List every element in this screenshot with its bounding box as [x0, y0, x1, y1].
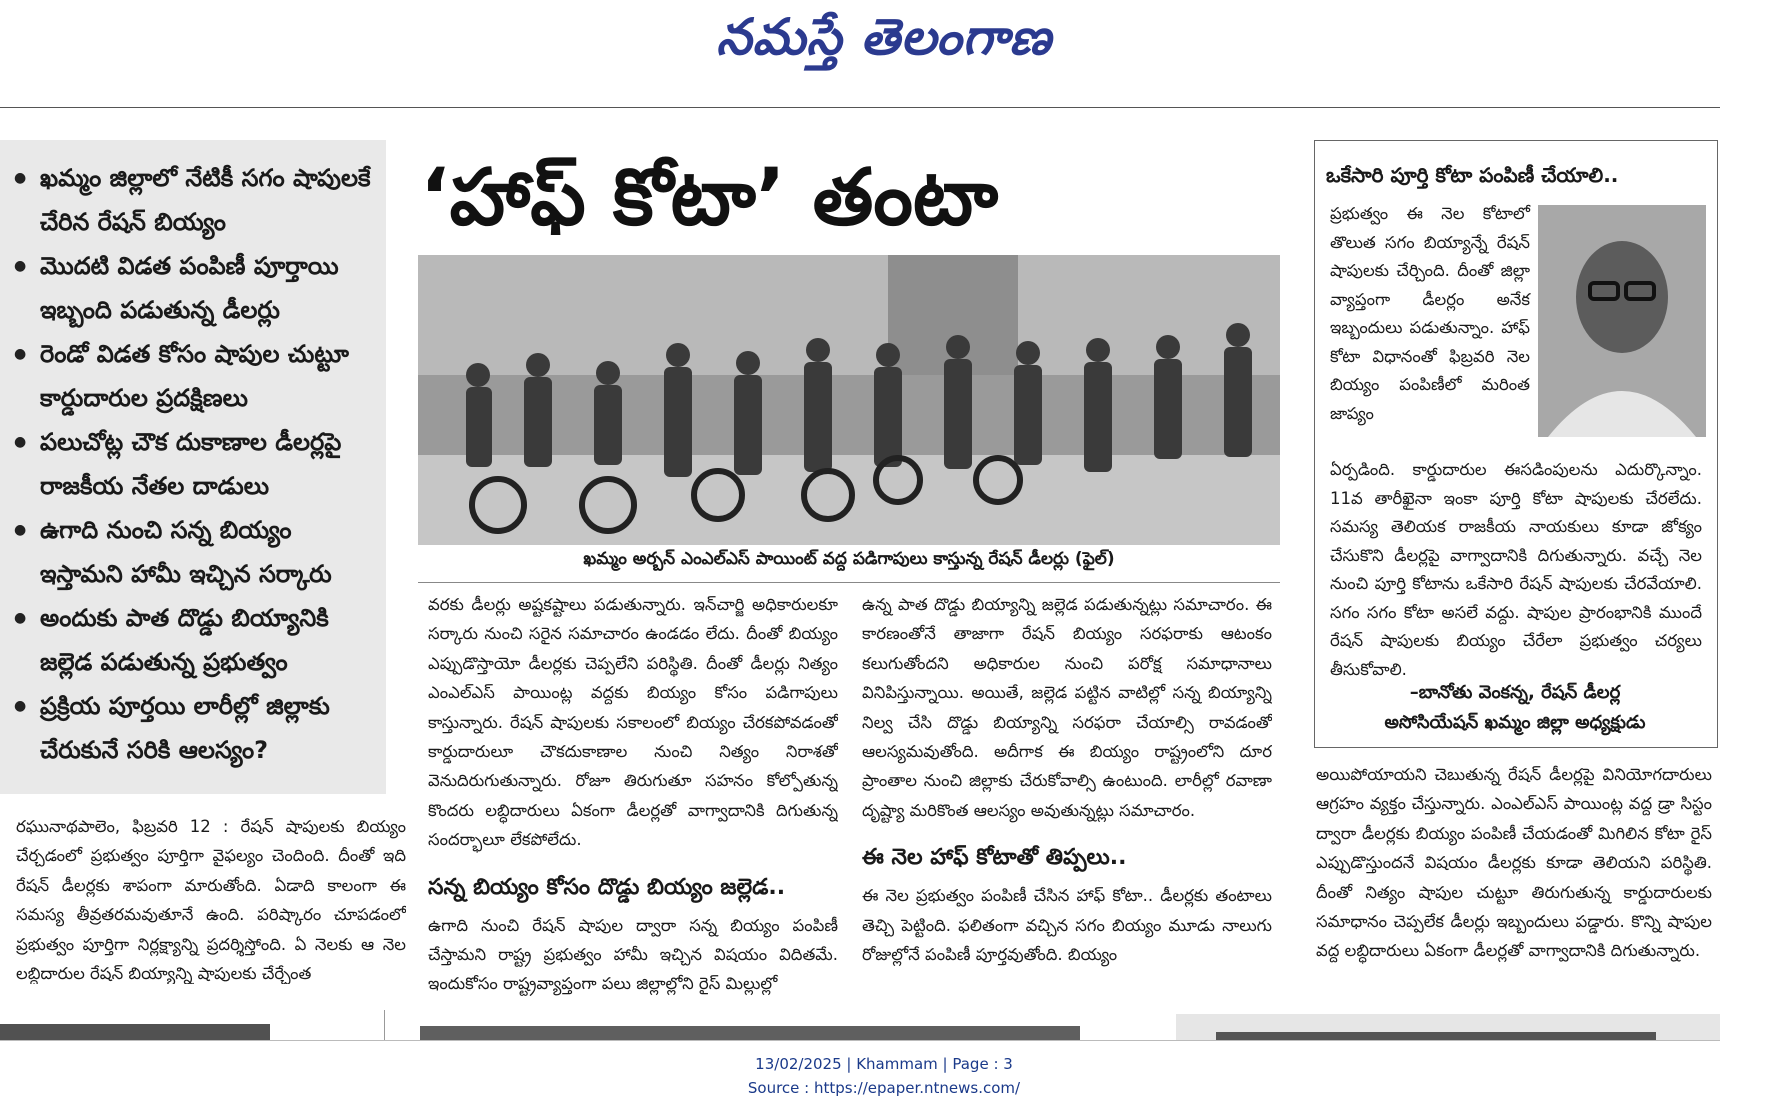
cropped-headline-strip [1176, 1014, 1720, 1040]
highlight-item: ● ఉగాది నుంచి సన్న బియ్యం ఇస్తామని హామీ ఇచ్చిన సర్కారు [10, 508, 376, 596]
dealer-portrait [1538, 205, 1706, 437]
column-2-subheading: సన్న బియ్యం కోసం దొడ్డు బియ్యం జల్లెడ.. [428, 874, 786, 900]
quote-box-body-top: ప్రభుత్వం ఈ నెల కోటాలో తొలుత సగం బియ్యాన్నే రేషన్ షాపులకు చేర్చింది. దీంతో జిల్లా వ్యాప్తంగా డీలర్లం అనేక ఇబ్బందులు పడుతున్నాం. హాఫ్ కోటా విధానంతో ఫిబ్రవరి నెల బియ్యం పంపిణీలో మరింత జాప్యం [1330, 204, 1530, 423]
highlight-item: ● మొదటి విడత పంపిణీ పూర్తాయి ఇబ్బంది పడుతున్న డీలర్లు [10, 244, 376, 332]
page-footer [0, 1052, 1768, 1100]
article-column-2 [428, 590, 838, 1000]
masthead [0, 0, 1768, 100]
signature-name: –బానోతు వెంకన్న, రేషన్ డీలర్ల [1409, 682, 1621, 703]
highlights-list [0, 140, 386, 772]
edition-info: 13/02/2025 | Khammam | Page : 3 [755, 1055, 1013, 1073]
crowd-photo-illustration [418, 255, 1280, 545]
article-column-4: అయిపోయాయని చెబుతున్న రేషన్ డీలర్లపై వినియోగదారులు ఆగ్రహం వ్యక్తం చేస్తున్నారు. ఎంఎల్ఎస్ పాయింట్ల వద్ద డ్రా సిస్టం ద్వారా డీలర్లకు బియ్యం పంపిణీ చేయడంతో మిగిలిన కోటా రైస్ ఎప్పుడొస్తుందనే విషయం డీలర్లకు కూడా తెలియని పరిస్థితి. దీంతో నిత్యం షాపుల చుట్టూ తిరుగుతున్న కార్డుదారులకు సమాధానం చెప్పలేక డీలర్లు ఇబ్బందులు పడ్డారు. కొన్ని షాపుల వద్ద లబ్ధిదారులు ఏకంగా డీలర్లతో వాగ్వాదానికి దిగుతున్నారు. [1316, 765, 1712, 961]
next-story-teaser-center [420, 1010, 1100, 1040]
highlight-item: ● అందుకు పాత దొడ్డు బియ్యానికి జల్లెడ పడుతున్న ప్రభుత్వం [10, 596, 376, 684]
column-3-subheading: ఈ నెల హాఫ్ కోటాతో తిప్పలు.. [862, 845, 1127, 871]
article-column-3 [862, 590, 1272, 1000]
article-lead-column: రఘునాథపాలెం, ఫిబ్రవరి 12 : రేషన్ షాపులకు బియ్యం చేర్చడంలో ప్రభుత్వం పూర్తిగా వైఫల్యం చెందింది. దీంతో ఇది రేషన్ డీలర్లకు శాపంగా మారుతోంది. ఏడాది కాలంగా ఈ సమస్య తీవ్రతరమవుతూనే ఉంది. పరిష్కారం చూపడంలో ప్రభుత్వం పూర్తిగా నిర్లక్ష్యాన్ని ప్రదర్శిస్తోంది. ఏ నెలకు ఆ నెల లబ్ధిదారుల రేషన్ బియ్యాన్ని షాపులకు చేర్చేంత [16, 817, 406, 984]
source-link[interactable]: Source : https://epaper.ntnews.com/ [747, 1079, 1021, 1097]
news-photo [418, 255, 1280, 545]
article-headline: ‘హాఫ్ కోటా’ తంటా [420, 153, 999, 243]
cropped-headline-strip [420, 1010, 1100, 1040]
highlight-item: ● పలుచోట్ల చౌక దుకాణాల డీలర్లపై రాజకీయ నేతల దాడులు [10, 420, 376, 508]
next-story-teaser-right [1176, 1014, 1720, 1040]
portrait-illustration [1538, 205, 1706, 437]
quote-signature [1320, 678, 1710, 738]
highlight-item: ● రెండో విడత కోసం షాపుల చుట్టూ కార్డుదారుల ప్రదక్షిణలు [10, 332, 376, 420]
cropped-headline-strip [0, 1010, 290, 1040]
column-2-paragraph-2: ఉగాది నుంచి రేషన్ షాపుల ద్వారా సన్న బియ్యం పంపిణీ చేస్తామని రాష్ట్ర ప్రభుత్వం హామీ ఇచ్చిన విషయం విదితమే. ఇందుకోసం రాష్ట్రవ్యాప్తంగా పలు జిల్లాల్లోని రైస్ మిల్లుల్లో [428, 915, 838, 994]
caption-rule [418, 582, 1280, 583]
highlight-item: ● ఖమ్మం జిల్లాలో నేటికీ సగం షాపులకే చేరిన రేషన్ బియ్యం [10, 156, 376, 244]
next-story-teaser-left [0, 1010, 290, 1040]
highlights-sidebar [0, 140, 386, 794]
signature-designation: అసోసియేషన్ ఖమ్మం జిల్లా అధ్యక్షుడు [1384, 712, 1646, 733]
bottom-rule [0, 1040, 1720, 1041]
column-3-paragraph-2: ఈ నెల ప్రభుత్వం పంపిణీ చేసిన హాఫ్ కోటా.. డీలర్లకు తంటాలు తెచ్చి పెట్టింది. ఫలితంగా వచ్చిన సగం బియ్యం మూడు నాలుగు రోజుల్లోనే పంపిణీ పూర్తవుతోంది. బియ్యం [862, 886, 1272, 965]
quote-box-title: ఒకేసారి పూర్తి కోటా పంపిణీ చేయాలి.. [1326, 163, 1619, 187]
column-divider [384, 1010, 385, 1040]
column-2-paragraph-1: వరకు డీలర్లు అష్టకష్టాలు పడుతున్నారు. ఇన్‌చార్జి అధికారులకూ సర్కారు నుంచి సరైన సమాచారం ఉండడం లేదు. దీంతో బియ్యం ఎప్పుడొస్తాయో డీలర్లకు చెప్పలేని పరిస్థితి. దీంతో డీలర్లు నిత్యం ఎంఎల్ఎస్ పాయింట్ల వద్దకు బియ్యం కోసం పడిగాపులు కాస్తున్నారు. రేషన్ షాపులకు సకాలంలో బియ్యం చేరకపోవడంతో కార్డుదారులూ చౌకదుకాణాల నుంచి నిత్యం నిరాశతో వెనుదిరుగుతున్నారు. రోజూ తిరుగుతూ సహనం కోల్పోతున్న కొందరు లబ్ధిదారులు ఏకంగా డీలర్లతో వాగ్వాదానికి దిగుతున్న సందర్భాలూ లేకపోలేదు. [428, 595, 838, 850]
photo-caption: ఖమ్మం అర్బన్ ఎంఎల్ఎస్ పాయింట్ వద్ద పడిగాపులు కాస్తున్న రేషన్ డీలర్లు (ఫైల్) [583, 549, 1115, 569]
quote-box-body-bottom: ఏర్పడింది. కార్డుదారుల ఈసడింపులను ఎదుర్కొన్నాం. 11వ తారీఖైనా ఇంకా పూర్తి కోటా షాపులకు చేరలేదు. సమస్య తెలియక రాజకీయ నాయకులు కూడా జోక్యం చేసుకొని డీలర్లపై వాగ్వాదానికి దిగుతున్నారు. వచ్చే నెల నుంచి పూర్తి కోటాను ఒకేసారి రేషన్ షాపులకు చేరవేయాలి. సగం సగం కోటా అసలే వద్దు. షాపుల ప్రారంభానికి ముందే రేషన్ షాపులకు బియ్యం చేరేలా ప్రభుత్వం చర్యలు తీసుకోవాలి. [1330, 460, 1702, 679]
masthead-logo: నమస్తే తెలంగాణ [716, 8, 1052, 66]
column-3-paragraph-1: ఉన్న పాత దొడ్డు బియ్యాన్ని జల్లెడ పడుతున్నట్లు సమాచారం. ఈ కారణంతోనే తాజాగా రేషన్ బియ్యం సరఫరాకు ఆటంకం కలుగుతోందని అధికారుల నుంచి పరోక్ష సమాధానాలు వినిపిస్తున్నాయి. అయితే, జల్లెడ పట్టిన వాటిల్లో సన్న బియ్యాన్ని నిల్వ చేసి దొడ్డు బియ్యాన్ని సరఫరా చేయాల్సి రావడంతో ఆలస్యమవుతోంది. అదీగాక ఈ బియ్యం రాష్ట్రంలోని దూర ప్రాంతాల నుంచి జిల్లాకు చేరుకోవాల్సి ఉంటుంది. లారీల్లో రవాణా దృష్ట్యా మరికొంత ఆలస్యం అవుతున్నట్లు సమాచారం. [862, 595, 1272, 820]
highlight-item: ● ప్రక్రియ పూర్తయి లారీల్లో జిల్లాకు చేరుకునే సరికి ఆలస్యం? [10, 684, 376, 772]
masthead-rule [0, 107, 1720, 108]
